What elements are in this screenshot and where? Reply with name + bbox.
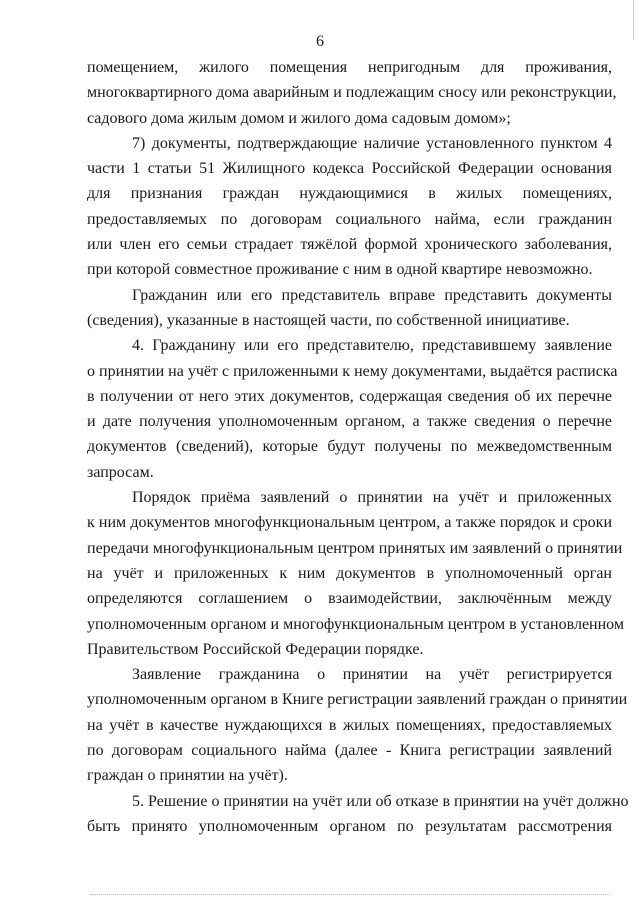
text-line: или член его семьи страдает тяжёлой формой хронического заболевания, [87,236,612,254]
page-number: 6 [316,33,324,50]
paragraph [87,333,618,485]
text-line: садового дома жилым домом и жилого дома садовым домом»; [87,109,511,127]
text-line: определяются соглашением о взаимодействии, заключённым между [87,590,612,608]
text-line: Правительством Российской Федерации порядке. [87,640,424,658]
text-line: 7) документы, подтверждающие наличие установленного пунктом 4 [132,134,612,152]
text-line: граждан о принятии на учёт). [87,767,288,785]
text-line: быть принято уполномоченным органом по результатам рассмотрения [87,817,612,835]
document-body [87,55,629,839]
text-line: для признания граждан нуждающимися в жилых помещениях, [87,185,612,203]
text-line: 4. Гражданину или его представителю, представившему заявление [132,337,612,355]
text-line: помещением, жилого помещения непригодным для проживания, [87,59,612,76]
paragraph [87,55,617,131]
text-line: уполномоченным органом и многофункциональным центром в установленном [87,615,624,633]
text-line: уполномоченным органом в Книге регистрации заявлений граждан о принятии [87,691,628,709]
paragraph [87,662,628,788]
text-line: о принятии на учёт с приложенными к нему документами, выдаётся расписка [87,362,618,380]
text-line: при которой совместное проживание с ним в одной квартире невозможно. [87,261,593,279]
text-line: по договорам социального найма (далее - Книга регистрации заявлений [87,742,612,760]
text-line: в получении от него этих документов, содержащая сведения об их перечне [87,387,612,405]
text-line: части 1 статьи 51 Жилищного кодекса Российской Федерации основания [87,160,612,178]
paragraph [87,283,612,334]
text-line: предоставляемых по договорам социального найма, если гражданин [87,210,612,228]
text-line: (сведения), указанные в настоящей части, по собственной инициативе. [87,311,570,329]
paragraph [87,485,624,662]
text-line: и дате получения уполномоченным органом, а также сведения о перечне [87,413,612,431]
text-line: документов (сведений), которые будут получены по межведомственным [87,438,612,456]
text-line: Порядок приёма заявлений о принятии на учёт и приложенных [132,489,612,507]
text-line: многоквартирного дома аварийным и подлежащим сносу или реконструкции, [87,84,617,102]
text-line: Гражданин или его представитель вправе представить документы [132,286,612,304]
text-line: к ним документов многофункциональным центром, а также порядок и сроки [87,514,612,532]
text-line: передачи многофункциональным центром принятых им заявлений о принятии [87,539,623,557]
text-line: на учёт в качестве нуждающихся в жилых помещениях, предоставляемых [87,716,612,734]
scan-artifact-line [90,894,610,895]
text-line: на учёт и приложенных к ним документов в уполномоченный орган [87,564,612,582]
paragraph [87,131,612,283]
paragraph [87,789,629,840]
text-line: Заявление гражданина о принятии на учёт регистрируется [132,666,612,684]
text-line: запросам. [87,463,154,481]
text-line: 5. Решение о принятии на учёт или об отказе в принятии на учёт должно [132,792,629,810]
